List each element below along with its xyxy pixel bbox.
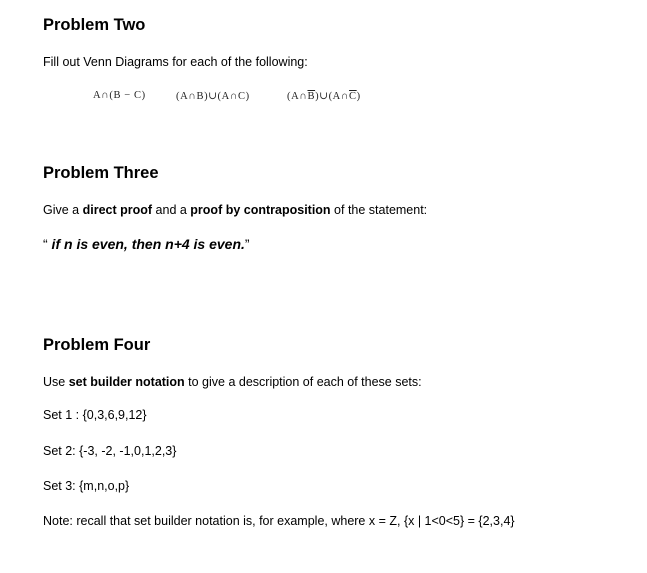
direct-proof-term: direct proof — [82, 203, 153, 217]
instruction-text: to give a description of each of these sets: — [184, 375, 422, 389]
note-text: Note: recall that set builder notation is, for example, where x = Z, {x | 1<0<5} = {2,3,4} — [43, 514, 515, 528]
problem-four-instruction — [43, 375, 422, 389]
close-quote: ” — [244, 236, 250, 252]
formula-2: (A∩B)∪(A∩C) — [176, 91, 250, 102]
set-1: Set 1 : {0,3,6,9,12} — [43, 408, 147, 422]
formula-3-middle: )∪(A∩ — [315, 91, 350, 102]
problem-three-instruction — [43, 203, 427, 217]
instruction-text: Use — [43, 375, 69, 389]
statement-text: if n is even, then n+4 is even. — [47, 236, 245, 252]
formula-1: A∩(B − C) — [93, 90, 146, 101]
problem-three-statement — [43, 236, 250, 252]
open-quote: “ — [43, 236, 48, 252]
problem-four-heading: Problem Four — [43, 336, 151, 354]
set-2: Set 2: {-3, -2, -1,0,1,2,3} — [43, 444, 177, 458]
instruction-text: and a — [152, 203, 191, 217]
formula-3-complement-c: $\overline{C}$ — [349, 91, 357, 102]
formula-3-complement-b: $\overline{B}$ — [307, 91, 316, 102]
instruction-text: Give a — [43, 203, 83, 217]
formula-3 — [287, 90, 361, 102]
set-builder-term: set builder notation — [68, 375, 185, 389]
instruction-text: of the statement: — [330, 203, 428, 217]
formula-3-prefix: (A∩ — [287, 91, 308, 102]
contraposition-term: proof by contraposition — [190, 203, 331, 217]
problem-three-heading: Problem Three — [43, 164, 159, 182]
formula-3-suffix: ) — [356, 91, 361, 102]
set-3: Set 3: {m,n,o,p} — [43, 479, 130, 493]
problem-two-instruction: Fill out Venn Diagrams for each of the following: — [43, 55, 308, 69]
problem-two-heading: Problem Two — [43, 16, 146, 34]
